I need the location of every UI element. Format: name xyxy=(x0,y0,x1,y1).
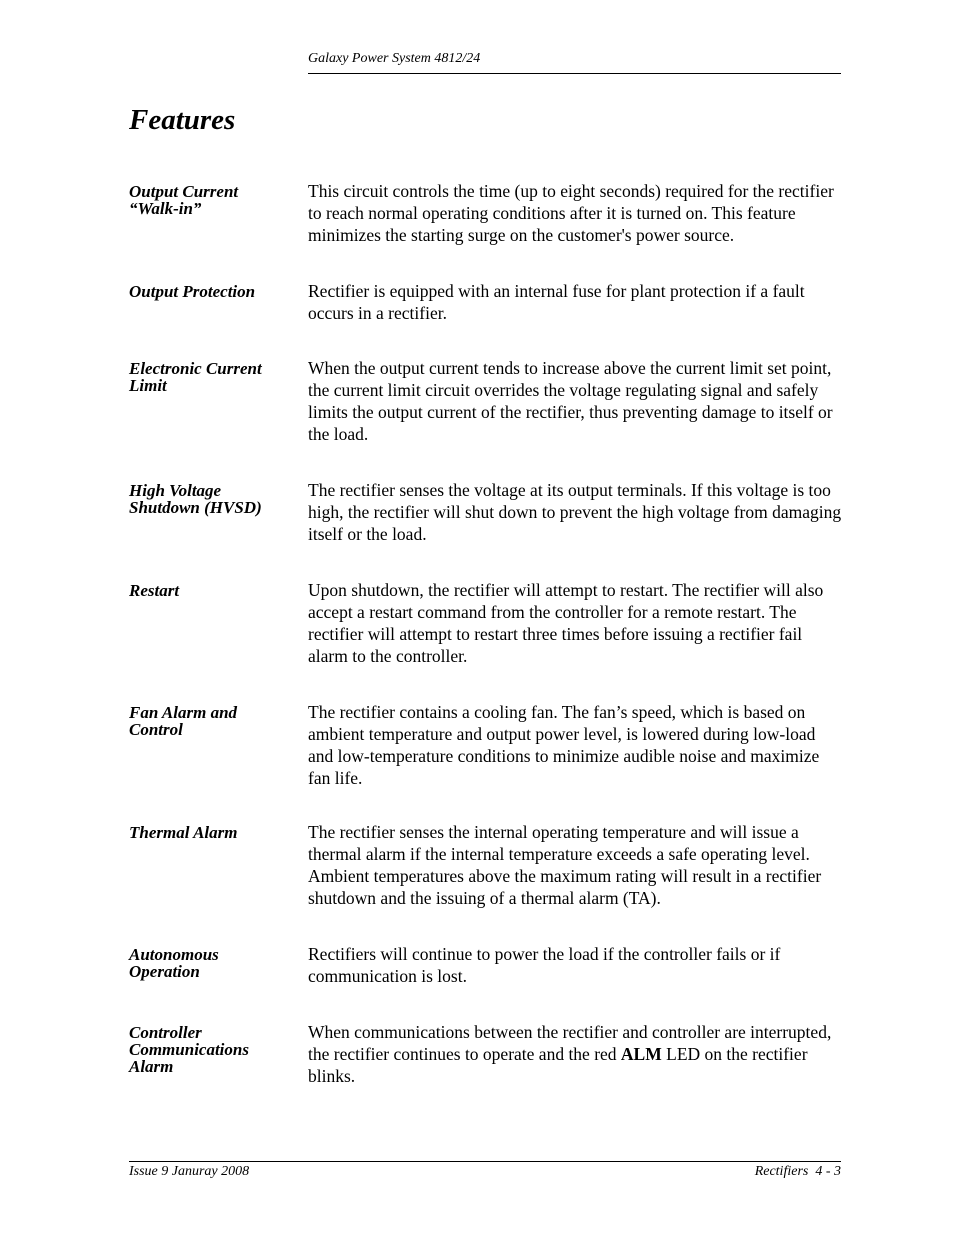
feature-term: Controller Communications Alarm xyxy=(129,1023,249,1076)
feature-description: The rectifier senses the internal operating temperature and will issue a thermal alarm if the internal temperature exceeds a safe operating level. Ambient temperatures above the maximum rating will result in a rectifier shutdown and the issuing of a thermal alarm (TA). xyxy=(308,822,822,908)
feature-term: Electronic Current Limit xyxy=(129,359,262,395)
page-footer xyxy=(129,1161,841,1181)
feature-term: Autonomous Operation xyxy=(129,945,219,981)
feature-description: Rectifier is equipped with an internal fuse for plant protection if a fault occurs in a rectifier. xyxy=(308,281,805,323)
feature-description xyxy=(308,1021,844,1087)
feature-term: Output Protection xyxy=(129,282,256,301)
alm-led-label: ALM xyxy=(620,1044,662,1064)
footer-page-number: Rectifiers 4 - 3 xyxy=(754,1164,841,1179)
feature-description: This circuit controls the time (up to eight seconds) required for the rectifier to reach normal operating conditions after it is turned on. This feature minimizes the starting surge on the customer's power source. xyxy=(308,181,834,245)
page-title: Features xyxy=(129,104,236,136)
description-text: When communications between the rectifier and controller are interrupted, the rectifier continues to operate and the red xyxy=(308,1022,832,1064)
feature-description: The rectifier contains a cooling fan. The fan’s speed, which is based on ambient temperature and output power level, is lowered during low-load and low-temperature conditions to minimize audible noise and maximize fan life. xyxy=(308,702,820,788)
footer-issue-date: Issue 9 Januray 2008 xyxy=(129,1164,250,1179)
feature-description: Rectifiers will continue to power the load if the controller fails or if communication is lost. xyxy=(308,944,781,986)
description-text: LED on the rectifier blinks. xyxy=(308,1044,808,1086)
feature-description: Upon shutdown, the rectifier will attempt to restart. The rectifier will also accept a restart command from the controller for a remote restart. The rectifier will attempt to restart three times before issuing a rectifier fail alarm to the controller. xyxy=(308,580,824,666)
feature-term: Thermal Alarm xyxy=(129,823,238,842)
feature-term: Output Current “Walk-in” xyxy=(129,182,239,218)
feature-term: High Voltage Shutdown (HVSD) xyxy=(129,481,262,517)
running-header: Galaxy Power System 4812/24 xyxy=(308,51,841,74)
feature-term: Restart xyxy=(129,581,180,600)
feature-description: The rectifier senses the voltage at its output terminals. If this voltage is too high, the rectifier will shut down to prevent the high voltage from damaging itself or the load. xyxy=(308,480,842,544)
feature-term: Fan Alarm and Control xyxy=(129,703,238,739)
feature-description: When the output current tends to increase above the current limit set point, the current limit circuit overrides the voltage regulating signal and safely limits the output current of the rectifier, thus preventing damage to itself or the load. xyxy=(308,358,833,444)
